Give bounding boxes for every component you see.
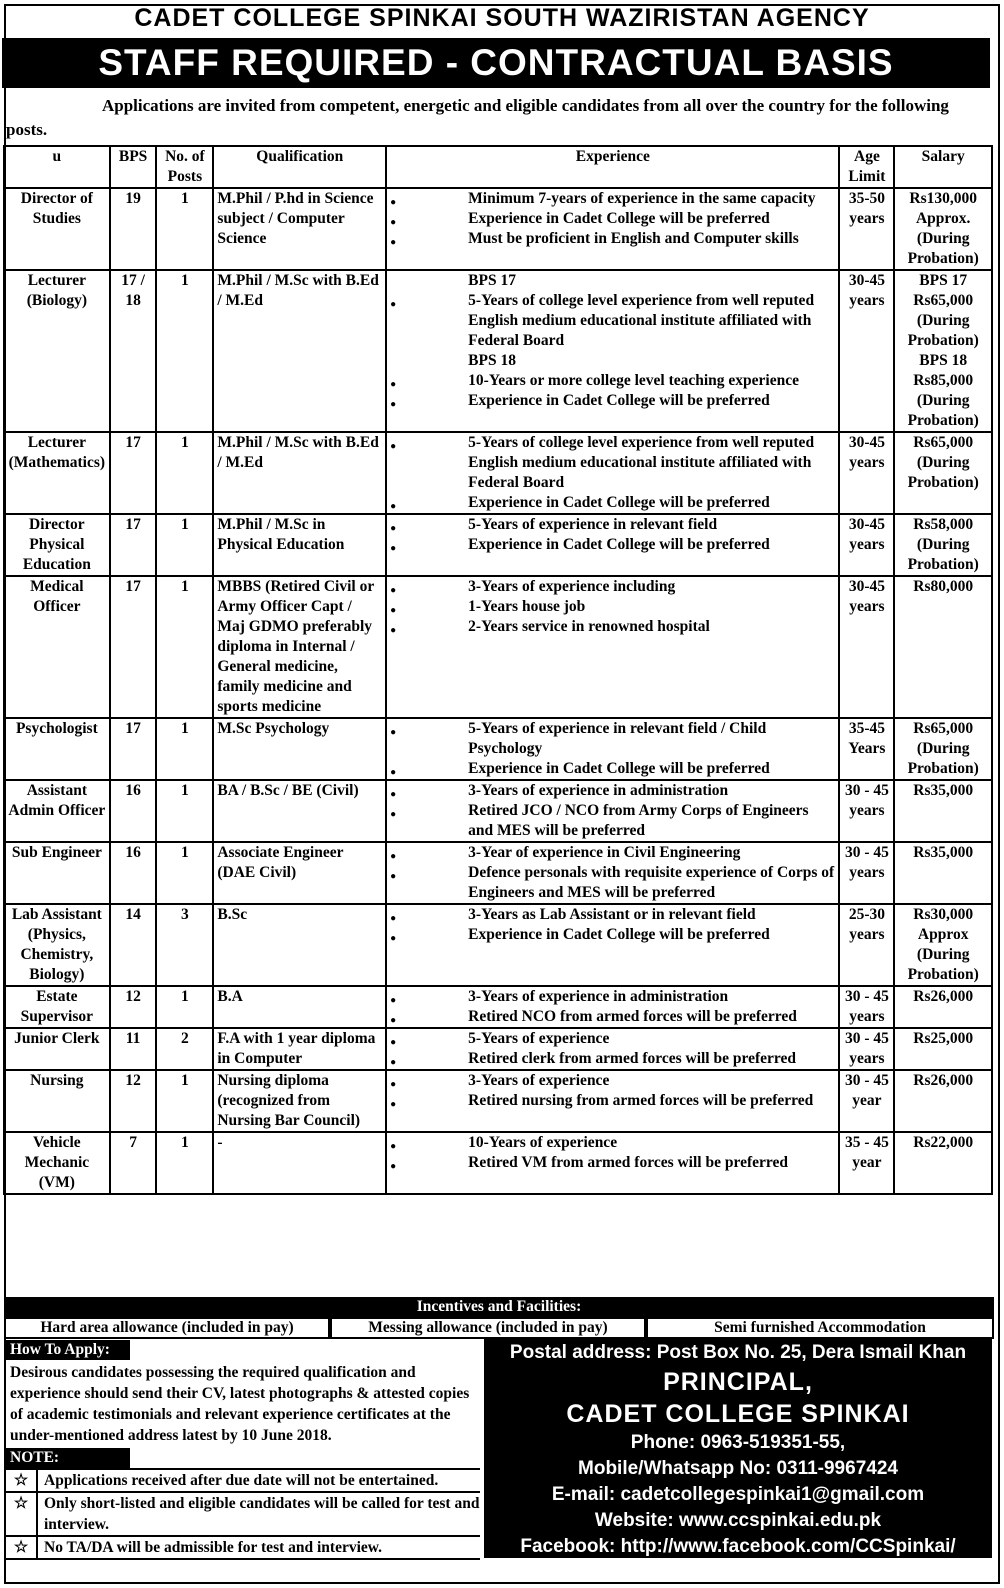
experience-list — [390, 1071, 835, 1111]
salary-cell: Rs26,000 — [894, 986, 992, 1028]
post-cell: Junior Clerk — [4, 1028, 110, 1070]
salary-cell: Rs130,000 Approx. (During Probation) — [894, 188, 992, 270]
salary-cell: Rs26,000 — [894, 1070, 992, 1132]
age-cell: 30 - 45 years — [839, 986, 894, 1028]
bps-cell: 16 — [110, 842, 157, 904]
experience-item: ● Retired nursing from armed forces will be preferred — [390, 1091, 835, 1111]
bps-cell: 17 / 18 — [110, 270, 157, 432]
experience-item: ● 3-Years of experience — [390, 1071, 835, 1091]
salary-cell: Rs25,000 — [894, 1028, 992, 1070]
facebook-link[interactable]: Facebook: http://www.facebook.com/CCSpinkai/ — [520, 1536, 956, 1557]
salary-cell: Rs58,000 (During Probation) — [894, 514, 992, 576]
experience-item: ● 10-Years of experience — [390, 1133, 835, 1153]
header-bps: BPS — [110, 146, 157, 188]
experience-list — [390, 781, 835, 841]
college-name: CADET COLLEGE SPINKAI — [566, 1400, 910, 1428]
table-row — [4, 904, 992, 986]
post-cell: Lecturer (Biology) — [4, 270, 110, 432]
qualification-cell: Nursing diploma (recognized from Nursing Bar Council) — [213, 1070, 386, 1132]
table-row — [4, 188, 992, 270]
bps-cell: 12 — [110, 1070, 157, 1132]
note-text: No TA/DA will be admissible for test and interview. — [44, 1539, 382, 1556]
header-posts: No. of Posts — [156, 146, 213, 188]
experience-item: ● 10-Years or more college level teaching experience — [390, 371, 835, 391]
age-cell: 30-45 years — [839, 270, 894, 432]
header-salary: Salary — [894, 146, 992, 188]
experience-cell — [386, 188, 839, 270]
table-row — [4, 986, 992, 1028]
post-cell: Estate Supervisor — [4, 986, 110, 1028]
post-cell: Director of Studies — [4, 188, 110, 270]
experience-cell — [386, 780, 839, 842]
posts-count-cell: 1 — [156, 514, 213, 576]
qualification-cell: M.Phil / M.Sc with B.Ed / M.Ed — [213, 270, 386, 432]
experience-item: ● Experience in Cadet College will be preferred — [390, 391, 835, 411]
bps-cell: 12 — [110, 986, 157, 1028]
experience-cell — [386, 432, 839, 514]
bps-cell: 11 — [110, 1028, 157, 1070]
experience-item: ● Retired JCO / NCO from Army Corps of Engineers and MES will be preferred — [390, 801, 835, 841]
salary-cell: Rs22,000 — [894, 1132, 992, 1194]
experience-list — [390, 1133, 835, 1173]
experience-item: ● 5-Years of experience in relevant field — [390, 515, 835, 535]
incentives-title: Incentives and Facilities: — [4, 1297, 994, 1317]
intro-text: Applications are invited from competent, energetic and eligible candidates from all over the country for the following posts. — [6, 96, 949, 139]
experience-list — [390, 719, 835, 779]
experience-list — [390, 271, 835, 411]
experience-item: ● 5-Years of experience in relevant field / Child Psychology — [390, 719, 835, 759]
posts-count-cell: 1 — [156, 718, 213, 780]
post-cell: Psychologist — [4, 718, 110, 780]
experience-item: BPS 18 — [468, 352, 516, 369]
header-post: u — [4, 146, 110, 188]
experience-item: ● 2-Years service in renowned hospital — [390, 617, 835, 637]
header-qualification: Qualification — [213, 146, 386, 188]
experience-list — [390, 843, 835, 903]
table-row — [4, 576, 992, 718]
header-age: Age Limit — [839, 146, 894, 188]
experience-item: ● Retired NCO from armed forces will be preferred — [390, 1007, 835, 1027]
age-cell: 30 - 45 years — [839, 780, 894, 842]
bps-cell: 16 — [110, 780, 157, 842]
website-link[interactable]: Website: www.ccspinkai.edu.pk — [594, 1510, 882, 1531]
salary-cell: Rs35,000 — [894, 842, 992, 904]
experience-item: ● 5-Years of college level experience from well reputed English medium educational institute affiliated with Federal Board — [390, 291, 835, 351]
age-cell: 25-30 years — [839, 904, 894, 986]
experience-item: ● Retired clerk from armed forces will be preferred — [390, 1049, 835, 1069]
post-cell: Assistant Admin Officer — [4, 780, 110, 842]
note-item — [6, 1537, 480, 1560]
qualification-cell: B.A — [213, 986, 386, 1028]
experience-cell — [386, 1028, 839, 1070]
contact-box — [484, 1338, 992, 1558]
principal-label: PRINCIPAL, — [663, 1368, 813, 1396]
qualification-cell: F.A with 1 year diploma in Computer — [213, 1028, 386, 1070]
postal-address: Postal address: Post Box No. 25, Dera Ismail Khan — [509, 1342, 967, 1363]
experience-item: ● Experience in Cadet College will be preferred — [390, 209, 835, 229]
experience-item: ● 3-Years of experience in administration — [390, 987, 835, 1007]
experience-cell — [386, 986, 839, 1028]
posts-count-cell: 2 — [156, 1028, 213, 1070]
qualification-cell: B.Sc — [213, 904, 386, 986]
posts-count-cell: 1 — [156, 986, 213, 1028]
email-link[interactable]: E-mail: cadetcollegespinkai1@gmail.com — [551, 1484, 925, 1505]
experience-list — [390, 1029, 835, 1069]
note-text: Applications received after due date will not be entertained. — [44, 1472, 439, 1489]
mobile: Mobile/Whatsapp No: 0311-9967424 — [578, 1458, 898, 1479]
how-to-apply-title: How To Apply: — [6, 1340, 130, 1360]
experience-item: BPS 17 — [468, 272, 516, 289]
college-header: CADET COLLEGE SPINKAI SOUTH WAZIRISTAN AGENCY — [134, 4, 870, 32]
experience-item: ● 5-Years of experience — [390, 1029, 835, 1049]
header-experience: Experience — [386, 146, 839, 188]
age-cell: 30-45 years — [839, 514, 894, 576]
salary-cell: Rs80,000 — [894, 576, 992, 718]
age-cell: 30 - 45 years — [839, 842, 894, 904]
incentive-item: Messing allowance (included in pay) — [330, 1317, 646, 1339]
experience-item: ● Retired VM from armed forces will be preferred — [390, 1153, 835, 1173]
salary-cell: Rs65,000 (During Probation) — [894, 432, 992, 514]
table-row — [4, 780, 992, 842]
experience-item: ● Minimum 7-years of experience in the same capacity — [390, 189, 835, 209]
qualification-cell: M.Phil / P.hd in Science subject / Computer Science — [213, 188, 386, 270]
posts-count-cell: 1 — [156, 188, 213, 270]
experience-list — [390, 577, 835, 637]
how-to-apply-text: Desirous candidates possessing the required qualification and experience should send their CV, latest photographs & attested copies of academic testimonials and relevant experience certificates at the under-mentioned address latest by 10 June 2018. — [10, 1364, 470, 1444]
posts-count-cell: 1 — [156, 1132, 213, 1194]
age-cell: 30 - 45 year — [839, 1070, 894, 1132]
phone: Phone: 0963-519351-55, — [630, 1432, 846, 1453]
experience-cell — [386, 576, 839, 718]
salary-cell: Rs30,000 Approx (During Probation) — [894, 904, 992, 986]
experience-item: ● 3-Years as Lab Assistant or in relevant field — [390, 905, 835, 925]
experience-list — [390, 905, 835, 945]
posts-count-cell: 1 — [156, 1070, 213, 1132]
incentives-row — [4, 1317, 994, 1339]
experience-item: ● 1-Years house job — [390, 597, 835, 617]
posts-count-cell: 3 — [156, 904, 213, 986]
qualification-cell: - — [213, 1132, 386, 1194]
experience-cell — [386, 270, 839, 432]
post-cell: Lab Assistant (Physics, Chemistry, Biology) — [4, 904, 110, 986]
experience-cell — [386, 1070, 839, 1132]
qualification-cell: MBBS (Retired Civil or Army Officer Capt / Maj GDMO preferably diploma in Internal / General medicine, family medicine and sports medicine — [213, 576, 386, 718]
post-cell: Lecturer (Mathematics) — [4, 432, 110, 514]
page-title: STAFF REQUIRED - CONTRACTUAL BASIS — [2, 38, 990, 88]
post-cell: Director Physical Education — [4, 514, 110, 576]
salary-cell: BPS 17 Rs65,000 (During Probation) BPS 18 Rs85,000 (During Probation) — [894, 270, 992, 432]
table-row — [4, 1028, 992, 1070]
note-list — [6, 1468, 480, 1560]
posts-table-body — [4, 188, 992, 1194]
posts-count-cell: 1 — [156, 576, 213, 718]
experience-item: ● Must be proficient in English and Computer skills — [390, 229, 835, 249]
qualification-cell: M.Sc Psychology — [213, 718, 386, 780]
post-cell: Vehicle Mechanic (VM) — [4, 1132, 110, 1194]
experience-list — [390, 433, 835, 513]
posts-count-cell: 1 — [156, 780, 213, 842]
bps-cell: 17 — [110, 432, 157, 514]
experience-cell — [386, 904, 839, 986]
posts-count-cell: 1 — [156, 270, 213, 432]
note-text: Only short-listed and eligible candidates will be called for test and interview. — [44, 1495, 480, 1533]
posts-count-cell: 1 — [156, 842, 213, 904]
experience-cell — [386, 718, 839, 780]
age-cell: 35-45 Years — [839, 718, 894, 780]
table-row — [4, 842, 992, 904]
experience-cell — [386, 514, 839, 576]
note-item — [6, 1470, 480, 1493]
qualification-cell: Associate Engineer (DAE Civil) — [213, 842, 386, 904]
table-row — [4, 1070, 992, 1132]
incentives-section — [4, 1297, 994, 1339]
experience-item: ● Defence personals with requisite experience of Corps of Engineers and MES will be preferred — [390, 863, 835, 903]
post-cell: Nursing — [4, 1070, 110, 1132]
note-title: NOTE: — [6, 1448, 130, 1468]
bps-cell: 17 — [110, 514, 157, 576]
salary-cell: Rs35,000 — [894, 780, 992, 842]
table-row — [4, 514, 992, 576]
table-row — [4, 270, 992, 432]
star-icon: ☆ — [6, 1493, 38, 1535]
salary-cell: Rs65,000 (During Probation) — [894, 718, 992, 780]
how-to-apply-section — [6, 1340, 480, 1560]
qualification-cell: M.Phil / M.Sc with B.Ed / M.Ed — [213, 432, 386, 514]
bps-cell: 17 — [110, 576, 157, 718]
table-row — [4, 432, 992, 514]
bps-cell: 7 — [110, 1132, 157, 1194]
age-cell: 30-45 years — [839, 432, 894, 514]
post-cell: Medical Officer — [4, 576, 110, 718]
experience-item: ● 3-Years of experience in administration — [390, 781, 835, 801]
experience-item: ● 3-Year of experience in Civil Engineering — [390, 843, 835, 863]
posts-table — [3, 145, 993, 1195]
bps-cell: 17 — [110, 718, 157, 780]
post-cell: Sub Engineer — [4, 842, 110, 904]
table-row — [4, 718, 992, 780]
experience-item: ● Experience in Cadet College will be preferred — [390, 535, 835, 555]
incentive-item: Semi furnished Accommodation — [646, 1317, 994, 1339]
bps-cell: 14 — [110, 904, 157, 986]
experience-item: ● 5-Years of college level experience from well reputed English medium educational institute affiliated with Federal Board — [390, 433, 835, 493]
age-cell: 30-45 years — [839, 576, 894, 718]
age-cell: 30 - 45 years — [839, 1028, 894, 1070]
posts-count-cell: 1 — [156, 432, 213, 514]
experience-item: ● Experience in Cadet College will be preferred — [390, 493, 835, 513]
age-cell: 35-50 years — [839, 188, 894, 270]
experience-cell — [386, 842, 839, 904]
star-icon: ☆ — [6, 1537, 38, 1558]
experience-list — [390, 515, 835, 555]
note-item — [6, 1493, 480, 1537]
experience-item: ● Experience in Cadet College will be preferred — [390, 759, 835, 779]
experience-list — [390, 189, 835, 249]
experience-list — [390, 987, 835, 1027]
qualification-cell: BA / B.Sc / BE (Civil) — [213, 780, 386, 842]
bps-cell: 19 — [110, 188, 157, 270]
experience-item: ● Experience in Cadet College will be preferred — [390, 925, 835, 945]
star-icon: ☆ — [6, 1470, 38, 1491]
experience-item: ● 3-Years of experience including — [390, 577, 835, 597]
incentive-item: Hard area allowance (included in pay) — [4, 1317, 330, 1339]
age-cell: 35 - 45 year — [839, 1132, 894, 1194]
table-row — [4, 1132, 992, 1194]
experience-cell — [386, 1132, 839, 1194]
table-header-row — [4, 146, 992, 188]
qualification-cell: M.Phil / M.Sc in Physical Education — [213, 514, 386, 576]
